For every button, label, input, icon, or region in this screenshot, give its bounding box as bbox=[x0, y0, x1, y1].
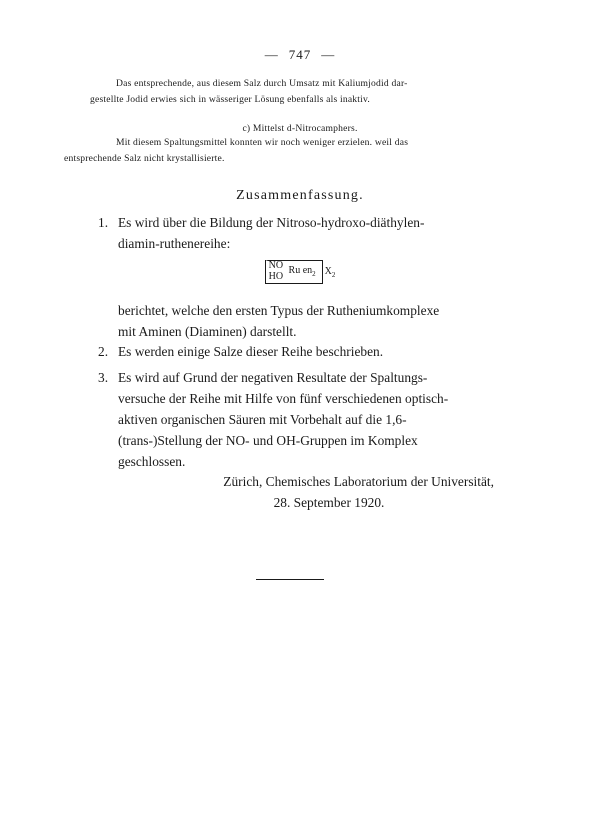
page-number-dash-right: — bbox=[321, 47, 336, 62]
item-number: 2. bbox=[98, 344, 109, 359]
item-line: berichtet, welche den ersten Typus der Rutheniumkomplexe bbox=[118, 303, 440, 318]
formula-ligands bbox=[269, 260, 283, 282]
summary-item-3 bbox=[90, 367, 498, 472]
place-line: Zürich, Chemisches Laboratorium der Universität, bbox=[223, 474, 494, 489]
closing-rule bbox=[256, 579, 324, 580]
date-line: 28. September 1920. bbox=[273, 495, 385, 510]
intro-line-2: gestellte Jodid erwies sich in wässeriger Lösung ebenfalls als inaktiv. bbox=[90, 94, 371, 105]
item-line: Es wird auf Grund der negativen Resultate der Spaltungs- bbox=[118, 370, 428, 385]
formula-bracket bbox=[265, 260, 323, 284]
item-line: diamin-ruthenereihe: bbox=[118, 236, 231, 251]
intro-paragraph bbox=[90, 76, 498, 108]
item-line: Es werden einige Salze dieser Reihe beschrieben. bbox=[118, 344, 384, 359]
summary-item-1 bbox=[90, 212, 498, 254]
page-number-value: 747 bbox=[288, 47, 312, 62]
item-number: 3. bbox=[98, 370, 109, 385]
summary-item-1-cont bbox=[90, 300, 498, 342]
item-number: 1. bbox=[98, 215, 109, 230]
item-line: geschlossen. bbox=[118, 454, 186, 469]
signature-block bbox=[90, 471, 498, 513]
formula-middle-sub: 2 bbox=[312, 269, 316, 278]
intro-line-1: Das entsprechende, aus diesem Salz durch Umsatz mit Kaliumjodid dar- bbox=[116, 78, 408, 89]
subsection-title: c) Mittelst d-Nitrocamphers. bbox=[242, 123, 358, 134]
formula-tail-sub: 2 bbox=[331, 270, 336, 279]
item-line: (trans-)Stellung der NO- und OH-Gruppen im Komplex bbox=[118, 433, 418, 448]
chemical-formula bbox=[0, 260, 600, 284]
sub-line-2: entsprechende Salz nicht krystallisierte. bbox=[64, 153, 225, 164]
formula-middle: Ru $en_2$ bbox=[288, 264, 316, 278]
page-number-dash-left: — bbox=[264, 47, 279, 62]
item-line: Es wird über die Bildung der Nitroso-hydroxo-diäthylen- bbox=[118, 215, 425, 230]
formula-top: NO bbox=[268, 260, 284, 271]
sub-paragraph bbox=[64, 135, 498, 167]
sub-line-1: Mit diesem Spaltungsmittel konnten wir noch weniger erzielen. weil das bbox=[116, 137, 409, 148]
page-number bbox=[0, 47, 600, 63]
formula-tail: $X_2$ bbox=[324, 265, 336, 279]
item-line: aktiven organischen Säuren mit Vorbehalt auf die 1,6- bbox=[118, 412, 407, 427]
item-line: mit Aminen (Diaminen) darstellt. bbox=[118, 324, 297, 339]
summary-item-2 bbox=[90, 341, 498, 362]
summary-heading: Zusammenfassung. bbox=[236, 188, 364, 203]
item-line: versuche der Reihe mit Hilfe von fünf verschiedenen optisch- bbox=[118, 391, 449, 406]
formula-bottom: HO bbox=[268, 271, 284, 282]
